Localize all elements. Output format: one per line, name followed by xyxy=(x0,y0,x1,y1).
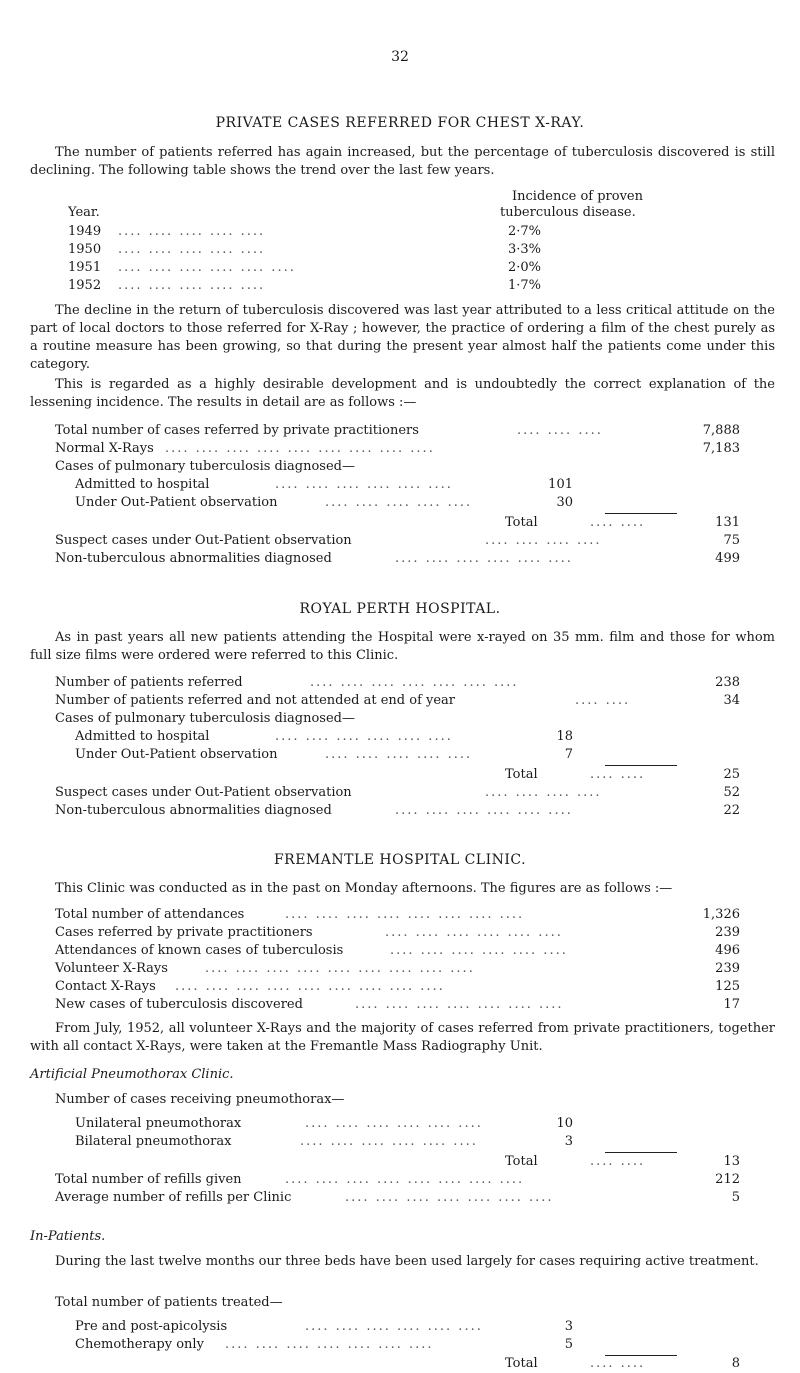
leader-dots: .... .... .... .... .... .... .... .... .... xyxy=(205,961,475,976)
total-label: Total xyxy=(505,1356,538,1371)
stat-row xyxy=(55,802,775,820)
stat-value: 238 xyxy=(715,675,740,690)
stat-value: 212 xyxy=(715,1172,740,1187)
stat-row xyxy=(55,996,775,1014)
inpatients-heading: In-Patients. xyxy=(30,1229,106,1244)
stat-row xyxy=(55,550,775,568)
royal-heading: ROYAL PERTH HOSPITAL. xyxy=(299,601,501,617)
stat-label: Admitted to hospital xyxy=(75,477,210,492)
stat-row xyxy=(55,1294,775,1312)
stat-label: Average number of refills per Clinic xyxy=(55,1190,292,1205)
leader-dots: .... .... xyxy=(590,515,646,530)
stat-row xyxy=(55,1355,775,1373)
leader-dots: .... .... .... .... .... xyxy=(118,224,266,239)
inpatients-intro-text: During the last twelve months our three beds have been used largely for cases requiring active treatment. xyxy=(55,1254,759,1269)
trend-row xyxy=(68,241,568,259)
total-label: Total xyxy=(505,767,538,782)
stat-label: Suspect cases under Out-Patient observation xyxy=(55,533,352,548)
stat-value: 13 xyxy=(723,1154,740,1169)
stat-label: Cases of pulmonary tuberculosis diagnosed— xyxy=(55,711,355,726)
leader-dots: .... .... .... .... .... xyxy=(118,242,266,257)
stat-value: 34 xyxy=(723,693,740,708)
stat-row xyxy=(55,942,775,960)
stat-value: 125 xyxy=(715,979,740,994)
stat-row xyxy=(75,1318,775,1336)
stat-value: 131 xyxy=(715,515,740,530)
fremantle-intro-text: This Clinic was conducted as in the past on Monday afternoons. The figures are as follows :— xyxy=(55,881,673,896)
trend-row xyxy=(68,259,568,277)
stat-label: Total number of patients treated— xyxy=(55,1295,283,1310)
trend-year: 1952 xyxy=(68,278,102,293)
stat-label: Total number of attendances xyxy=(55,907,245,922)
leader-dots: .... .... xyxy=(590,1356,646,1371)
private-intro xyxy=(30,144,775,180)
stat-row xyxy=(75,746,775,764)
stat-label: Contact X-Rays xyxy=(55,979,156,994)
stat-label: Attendances of known cases of tuberculosis xyxy=(55,943,344,958)
stat-value: 7,888 xyxy=(702,423,740,438)
leader-dots: .... .... .... .... .... .... xyxy=(118,260,296,275)
stat-label: Suspect cases under Out-Patient observation xyxy=(55,785,352,800)
stat-row xyxy=(55,906,775,924)
stat-value: 10 xyxy=(556,1116,573,1131)
leader-dots: .... .... .... .... .... xyxy=(325,747,473,762)
private-para2 xyxy=(30,302,775,374)
stat-label: Total number of cases referred by private practitioners xyxy=(55,423,419,438)
pneumo-heading: Artificial Pneumothorax Clinic. xyxy=(30,1067,234,1082)
stat-value: 5 xyxy=(564,1337,573,1352)
total-label: Total xyxy=(505,1154,538,1169)
stat-row xyxy=(55,1189,775,1207)
stat-value: 22 xyxy=(723,803,740,818)
leader-dots: .... .... .... .... .... xyxy=(118,278,266,293)
private-para3-text: This is regarded as a highly desirable development and is undoubtedly the correct explanation of the lessening incidence. The results in detail are as follows :— xyxy=(30,377,775,410)
stat-label: Number of cases receiving pneumothorax— xyxy=(55,1092,345,1107)
stat-label: Unilateral pneumothorax xyxy=(75,1116,242,1131)
fremantle-outro-text: From July, 1952, all volunteer X-Rays and the majority of cases referred from private practitioners, together with all contact X-Rays, were taken at the Fremantle Mass Radiography Unit. xyxy=(30,1021,775,1054)
stat-row xyxy=(55,458,775,476)
stat-value: 239 xyxy=(715,961,740,976)
stat-row xyxy=(55,692,775,710)
stat-label: Cases referred by private practitioners xyxy=(55,925,313,940)
leader-dots: .... .... .... .... .... .... xyxy=(300,1134,478,1149)
leader-dots: .... .... .... .... .... .... .... .... xyxy=(285,1172,525,1187)
stat-row xyxy=(75,1115,775,1133)
total-label: Total xyxy=(505,515,538,530)
stat-label: Cases of pulmonary tuberculosis diagnosed— xyxy=(55,459,355,474)
stat-row xyxy=(55,766,775,784)
stat-label: Total number of refills given xyxy=(55,1172,242,1187)
private-intro-text: The number of patients referred has again increased, but the percentage of tuberculosis discovered is still declining. The following table shows the trend over the last few years. xyxy=(30,145,775,178)
incidence-header-line1: Incidence of proven xyxy=(512,189,643,204)
year-header: Year. xyxy=(68,205,100,220)
trend-row xyxy=(68,277,568,295)
stat-label: Non-tuberculous abnormalities diagnosed xyxy=(55,551,332,566)
stat-value: 3 xyxy=(564,1134,573,1149)
royal-intro-text: As in past years all new patients attending the Hospital were x-rayed on 35 mm. film and those for whom full size films were ordered were referred to this Clinic. xyxy=(30,630,775,663)
leader-dots: .... .... .... .... .... .... xyxy=(395,803,573,818)
stat-row xyxy=(75,494,775,512)
stat-value: 30 xyxy=(556,495,573,510)
stat-row xyxy=(55,440,775,458)
stat-row xyxy=(55,960,775,978)
trend-year: 1949 xyxy=(68,224,102,239)
stat-value: 52 xyxy=(723,785,740,800)
stat-row xyxy=(55,1153,775,1171)
leader-dots: .... .... .... xyxy=(517,423,603,438)
stat-value: 17 xyxy=(723,997,740,1012)
stat-row xyxy=(55,924,775,942)
stat-value: 1,326 xyxy=(702,907,740,922)
stat-label: Normal X-Rays xyxy=(55,441,154,456)
stat-label: Number of patients referred and not attended at end of year xyxy=(55,693,456,708)
inpatients-intro xyxy=(30,1253,775,1271)
stat-value: 8 xyxy=(731,1356,740,1371)
stat-value: 499 xyxy=(715,551,740,566)
stat-row xyxy=(55,784,775,802)
leader-dots: .... .... .... .... .... .... xyxy=(390,943,568,958)
stat-value: 25 xyxy=(723,767,740,782)
leader-dots: .... .... .... .... .... .... .... .... .... xyxy=(165,441,435,456)
trend-pct: 2·0% xyxy=(508,260,542,275)
stat-row xyxy=(55,422,775,440)
stat-row xyxy=(55,674,775,692)
stat-label: Under Out-Patient observation xyxy=(75,495,278,510)
stat-value: 496 xyxy=(715,943,740,958)
stat-label: Admitted to hospital xyxy=(75,729,210,744)
leader-dots: .... .... xyxy=(590,767,646,782)
private-para2-text: The decline in the return of tuberculosis discovered was last year attributed to a less critical attitude on the part of local doctors to those referred for X-Ray ; however, the practice of ordering a film of the chest purely as a routine measure has been growing, so that during the present year almost half the patients come under this category. xyxy=(30,303,775,372)
trend-row xyxy=(68,223,568,241)
leader-dots: .... .... .... .... .... .... .... .... xyxy=(285,907,525,922)
leader-dots: .... .... xyxy=(590,1154,646,1169)
stat-label: Volunteer X-Rays xyxy=(55,961,168,976)
stat-label: New cases of tuberculosis discovered xyxy=(55,997,303,1012)
stat-row xyxy=(55,1171,775,1189)
fremantle-heading: FREMANTLE HOSPITAL CLINIC. xyxy=(273,852,527,868)
private-heading: PRIVATE CASES REFERRED FOR CHEST X-RAY. xyxy=(215,115,585,131)
leader-dots: .... .... .... .... .... .... xyxy=(305,1116,483,1131)
leader-dots: .... .... .... .... .... .... xyxy=(305,1319,483,1334)
stat-value: 75 xyxy=(723,533,740,548)
leader-dots: .... .... xyxy=(575,693,631,708)
leader-dots: .... .... .... .... xyxy=(485,533,602,548)
stat-row xyxy=(75,476,775,494)
stat-value: 7 xyxy=(564,747,573,762)
incidence-header-line2: tuberculous disease. xyxy=(500,205,636,220)
fremantle-outro xyxy=(30,1020,775,1056)
leader-dots: .... .... .... .... .... .... xyxy=(275,729,453,744)
stat-value: 18 xyxy=(556,729,573,744)
trend-year: 1950 xyxy=(68,242,102,257)
stat-label: Under Out-Patient observation xyxy=(75,747,278,762)
leader-dots: .... .... .... .... .... .... xyxy=(275,477,453,492)
private-para3 xyxy=(30,376,775,412)
leader-dots: .... .... .... .... .... xyxy=(325,495,473,510)
stat-row xyxy=(75,728,775,746)
stat-label: Pre and post-apicolysis xyxy=(75,1319,228,1334)
stat-row xyxy=(55,978,775,996)
leader-dots: .... .... .... .... .... .... .... xyxy=(345,1190,554,1205)
stat-label: Number of patients referred xyxy=(55,675,243,690)
stat-row xyxy=(75,1133,775,1151)
leader-dots: .... .... .... .... .... .... xyxy=(385,925,563,940)
stat-label: Chemotherapy only xyxy=(75,1337,204,1352)
page-number: 32 xyxy=(391,49,409,65)
stat-value: 239 xyxy=(715,925,740,940)
leader-dots: .... .... .... .... .... .... .... xyxy=(310,675,519,690)
stat-label: Non-tuberculous abnormalities diagnosed xyxy=(55,803,332,818)
royal-intro xyxy=(30,629,775,665)
fremantle-intro xyxy=(30,880,775,898)
leader-dots: .... .... .... .... .... .... xyxy=(395,551,573,566)
leader-dots: .... .... .... .... .... .... .... xyxy=(355,997,564,1012)
trend-pct: 1·7% xyxy=(508,278,542,293)
stat-value: 7,183 xyxy=(702,441,740,456)
stat-row xyxy=(55,1091,775,1109)
trend-year: 1951 xyxy=(68,260,102,275)
stat-value: 5 xyxy=(731,1190,740,1205)
stat-row xyxy=(55,532,775,550)
stat-row xyxy=(75,1336,775,1354)
leader-dots: .... .... .... .... .... .... .... .... .... xyxy=(175,979,445,994)
stat-row xyxy=(55,514,775,532)
stat-label: Bilateral pneumothorax xyxy=(75,1134,232,1149)
stat-row xyxy=(55,710,775,728)
stat-value: 101 xyxy=(548,477,573,492)
leader-dots: .... .... .... .... xyxy=(485,785,602,800)
trend-pct: 3·3% xyxy=(508,242,542,257)
trend-pct: 2·7% xyxy=(508,224,542,239)
leader-dots: .... .... .... .... .... .... .... xyxy=(225,1337,434,1352)
stat-value: 3 xyxy=(564,1319,573,1334)
